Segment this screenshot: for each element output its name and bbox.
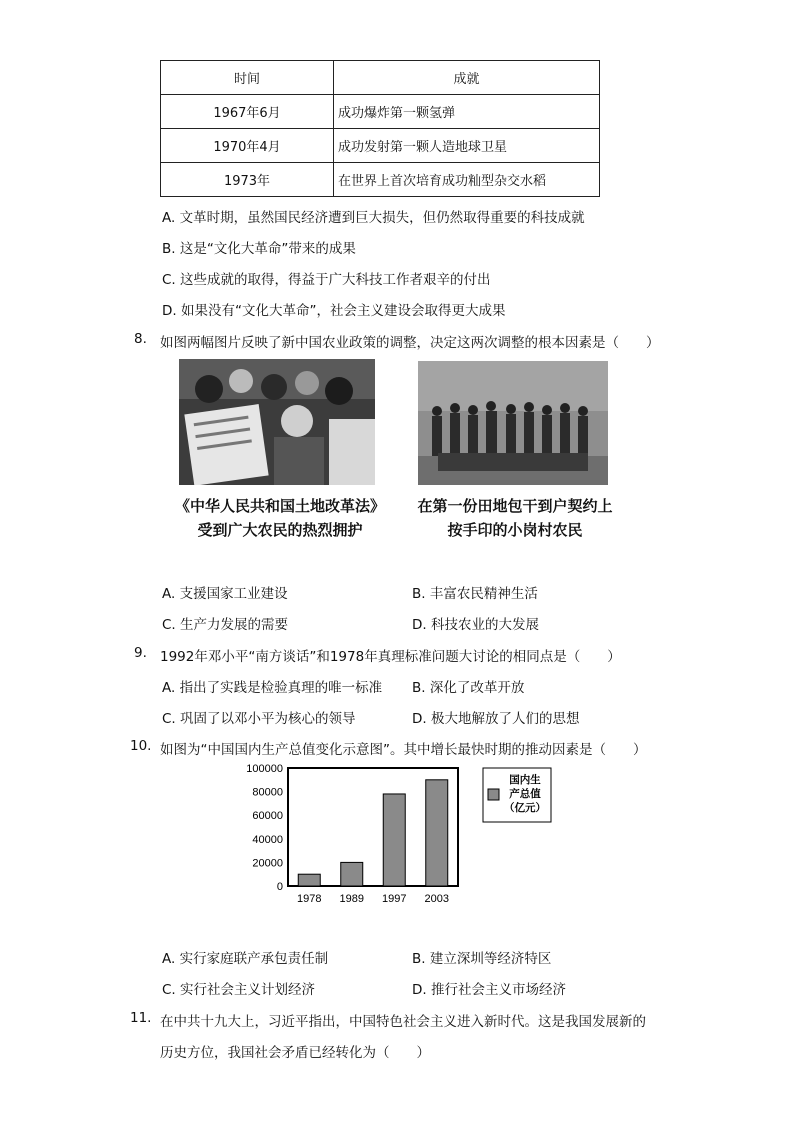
x-tick-label: 2003 [424, 893, 449, 905]
q10-stem: 如图为“中国国内生产总值变化示意图”。其中增长最快时期的推动因素是（ ） [160, 742, 647, 758]
q10-option-b: B. 建立深圳等经济特区 [412, 951, 552, 967]
table-row [161, 129, 600, 163]
q9-number: 9. [134, 645, 147, 661]
q8-option-b: B. 丰富农民精神生活 [412, 586, 538, 602]
photo2-caption-line1: 在第一份田地包干到户契约上 [417, 497, 613, 515]
table-cell-achievement: 成功爆炸第一颗氢弹 [334, 95, 600, 129]
photo2-caption-line2: 按手印的小岗村农民 [447, 521, 583, 539]
x-tick-label: 1997 [382, 893, 407, 905]
legend-label: （亿元） [504, 802, 546, 814]
y-tick-label: 60000 [252, 810, 283, 823]
table-cell-achievement: 成功发射第一颗人造地球卫星 [334, 129, 600, 163]
y-tick-label: 20000 [252, 857, 283, 870]
photo1-caption-line1: 《中华人民共和国土地改革法》 [174, 497, 385, 515]
legend-label: 产总值 [509, 788, 541, 800]
x-tick-label: 1989 [339, 893, 364, 905]
achievements-table [160, 60, 600, 197]
table-cell-time: 1973年 [161, 163, 334, 197]
q10-option-d: D. 推行社会主义市场经济 [412, 982, 566, 998]
q11-stem-line1: 在中共十九大上，习近平指出，中国特色社会主义进入新时代。这是我国发展新的 [160, 1014, 646, 1030]
bar-1997 [383, 794, 405, 886]
y-tick-label: 40000 [252, 833, 283, 846]
table-header-row [161, 61, 600, 95]
photo1-caption [165, 494, 395, 542]
table-header-time: 时间 [161, 61, 334, 95]
q10-option-c: C. 实行社会主义计划经济 [162, 982, 316, 998]
q9-stem: 1992年邓小平“南方谈话”和1978年真理标准问题大讨论的相同点是（ ） [160, 649, 621, 665]
q7-option-b: B. 这是“文化大革命”带来的成果 [162, 241, 356, 257]
q8-option-c: C. 生产力发展的需要 [162, 617, 289, 633]
q8-number: 8. [134, 331, 147, 347]
y-tick-label: 0 [276, 881, 283, 893]
q8-option-d: D. 科技农业的大发展 [412, 617, 539, 633]
gdp-bar-chart [230, 760, 560, 910]
bar-2003 [426, 780, 448, 886]
q8-stem: 如图两幅图片反映了新中国农业政策的调整，决定这两次调整的根本因素是（ ） [160, 335, 660, 351]
q9-option-d: D. 极大地解放了人们的思想 [412, 711, 580, 727]
q9-option-a: A. 指出了实践是检验真理的唯一标准 [162, 680, 383, 696]
legend-swatch [488, 789, 499, 800]
q7-option-a: A. 文革时期，虽然国民经济遭到巨大损失，但仍然取得重要的科技成就 [162, 210, 585, 226]
legend-label: 国内生 [509, 774, 541, 786]
q9-option-c: C. 巩固了以邓小平为核心的领导 [162, 711, 356, 727]
photo2-caption [400, 494, 630, 542]
q10-number: 10. [130, 738, 152, 754]
x-tick-label: 1978 [297, 893, 322, 905]
table-cell-time: 1967年6月 [161, 95, 334, 129]
table-row [161, 95, 600, 129]
y-tick-label: 100000 [246, 763, 283, 775]
q7-option-d: D. 如果没有“文化大革命”，社会主义建设会取得更大成果 [162, 303, 506, 319]
table-cell-time: 1970年4月 [161, 129, 334, 163]
land-reform-photo [179, 359, 375, 485]
q8-option-a: A. 支援国家工业建设 [162, 586, 288, 602]
q7-option-c: C. 这些成就的取得，得益于广大科技工作者艰辛的付出 [162, 272, 491, 288]
y-tick-label: 80000 [252, 786, 283, 799]
photo1-caption-line2: 受到广大农民的热烈拥护 [197, 521, 363, 539]
q11-stem-line2: 历史方位，我国社会矛盾已经转化为（ ） [160, 1045, 430, 1061]
table-row [161, 163, 600, 197]
table-cell-achievement: 在世界上首次培育成功籼型杂交水稻 [334, 163, 600, 197]
q9-option-b: B. 深化了改革开放 [412, 680, 525, 696]
q11-number: 11. [130, 1010, 152, 1026]
table-header-achievement: 成就 [334, 61, 600, 95]
bar-1989 [341, 862, 363, 886]
xiaogang-village-photo [418, 361, 608, 485]
bar-1978 [298, 874, 320, 886]
q10-option-a: A. 实行家庭联产承包责任制 [162, 951, 329, 967]
